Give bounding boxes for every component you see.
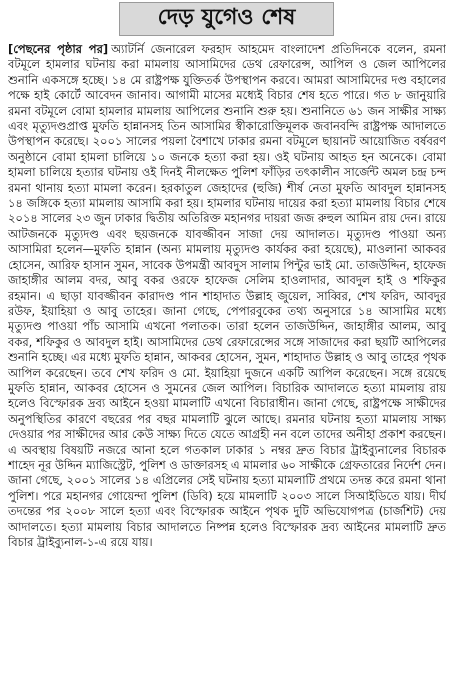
continued-from-marker: [পেছনের পৃষ্ঠার পর] xyxy=(8,42,109,56)
article-body xyxy=(8,42,446,670)
headline: দেড় যুগেও শেষ xyxy=(119,2,335,36)
headline-container xyxy=(0,0,453,42)
article-text: অ্যাটর্নি জেনারেল ফরহাদ আহমেদ বাংলাদেশ প্রতিদিনকে বলেন, রমনা বটমূলে হামলার ঘটনায় করা মামলায় আসামিদের ডেথ রেফারেন্স, আপিল ও জেল আপিলের শুনানি একসঙ্গে হচ্ছে। ১৪ মে রাষ্ট্রপক্ষ যুক্তিতর্ক উপস্থাপন করবে। আমরা আসামিদের দণ্ড বহালের পক্ষে হাই কোর্টে আবেদন জানাব। আগামী মাসের মধ্যেই বিচার শেষ হতে পারে। গত ৮ জানুয়ারি রমনা বটমূলে বোমা হামলার মামলায় আপিলের শুনানি শুরু হয়। শুনানিতে ৬১ জন সাক্ষীর সাক্ষ্য এবং মৃত্যুদণ্ডপ্রাপ্ত মুফতি হান্নানসহ তিন আসামির স্বীকারোক্তিমূলক জবানবন্দি রাষ্ট্রপক্ষ আদালতে উপস্থাপন করেছে। ২০০১ সালের পয়লা বৈশাখে ঢাকার রমনা বটমূলে ছায়ানট আয়োজিত বর্ষবরণ অনুষ্ঠানে বোমা হামলা চালিয়ে ১০ জনকে হত্যা করা হয়। ওই ঘটনায় আহত হন অনেকে। বোমা হামলা চালিয়ে হত্যার ঘটনায় ওই দিনই নীলক্ষেত পুলিশ ফাঁড়ির তৎকালীন সার্জেন্ট অমল চন্দ্র চন্দ রমনা থানায় হত্যা মামলা করেন। হরকাতুল জেহাদের (হুজি) শীর্ষ নেতা মুফতি আবদুল হান্নানসহ ১৪ জঙ্গিকে হত্যা মামলায় আসামি করা হয়। হামলার ঘটনায় দায়ের করা হত্যা মামলায় বিচার শেষে ২০১৪ সালের ২৩ জুন ঢাকার দ্বিতীয় অতিরিক্ত মহানগর দায়রা জজ রুহুল আমিন রায় দেন। রায়ে আটজনকে মৃত্যুদণ্ড এবং ছয়জনকে যাবজ্জীবন সাজা দেয় আদালত। মৃত্যুদণ্ড পাওয়া অন্য আসামিরা হলেন—মুফতি হান্নান (অন্য মামলায় মৃত্যুদণ্ড কার্যকর করা হয়েছে), মাওলানা আকবর হোসেন, আরিফ হাসান সুমন, সাবেক উপমন্ত্রী আবদুস সালাম পিন্টুর ভাই মো. তাজউদ্দিন, হাফেজ জাহাঙ্গীর আলম বদর, আবু বকর ওরফে হাফেজ সেলিম হাওলাদার, আবদুল হাই ও শফিকুর রহমান। এ ছাড়া যাবজ্জীবন কারাদণ্ড পান শাহাদাত উল্লাহ জুয়েল, সাব্বির, শেখ ফরিদ, আবদুর রউফ, ইয়াহিয়া ও আবু তাহের। জানা গেছে, পেপারবুকের তথ্য অনুসারে ১৪ আসামির মধ্যে মৃত্যুদণ্ড পাওয়া পাঁচ আসামি এখনো পলাতক। তারা হলেন তাজউদ্দিন, জাহাঙ্গীর আলম, আবু বকর, শফিকুর ও আবদুল হাই। আসামিদের ডেথ রেফারেন্সের সঙ্গে সাজাদের করা ছয়টি আপিলের শুনানি হচ্ছে। এর মধ্যে মুফতি হান্নান, আকবর হোসেন, সুমন, শাহাদাত উল্লাহ ও আবু তাহের পৃথক আপিল করেছেন। তবে শেখ ফরিদ ও মো. ইয়াহিয়া দুজনে একটি আপিল করেছেন। সঙ্গে রয়েছে মুফতি হান্নান, আকবর হোসেন ও সুমনের জেল আপিল। বিচারিক আদালতে হত্যা মামলায় রায় হলেও বিস্ফোরক দ্রব্য আইনে হওয়া মামলাটি এখনো বিচারাধীন। জানা গেছে, রাষ্ট্রপক্ষে সাক্ষীদের অনুপস্থিতির কারণে বছরের পর বছর মামলাটি ঝুলে আছে। রমনার ঘটনায় হত্যা মামলায় সাক্ষ্য দেওয়ার পর সাক্ষীদের আর কেউ সাক্ষ্য দিতে যেতে আগ্রহী নন বলে তাদের অনীহা প্রকাশ করছেন। এ অবস্থায় বিষয়টি নজরে আনা হলে গতকাল ঢাকার ১ নম্বর দ্রুত বিচার ট্রাইব্যুনালের বিচারক শাহেদ নূর উদ্দিন ম্যাজিস্ট্রেট, পুলিশ ও ডাক্তারসহ এ মামলার ৬০ সাক্ষীকে গ্রেফতারের নির্দেশ দেন। জানা গেছে, ২০০১ সালের ১৪ এপ্রিলের সেই ঘটনায় হত্যা মামলাটি প্রথমে তদন্ত করে রমনা থানা পুলিশ। পরে মহানগর গোয়েন্দা পুলিশ (ডিবি) হয়ে মামলাটি ২০০৩ সালে সিআইডিতে যায়। দীর্ঘ তদন্তের পর ২০০৮ সালে হত্যা এবং বিস্ফোরক আইনে পৃথক দুটি অভিযোগপত্র (চার্জশিট) দেয় আদালতে। হত্যা মামলায় বিচার আদালতে নিষ্পন্ন হলেও বিস্ফোরক দ্রব্য আইনের মামলাটি দ্রুত বিচার ট্রাইব্যুনাল-১-এ রয়ে যায়। xyxy=(8,42,446,549)
